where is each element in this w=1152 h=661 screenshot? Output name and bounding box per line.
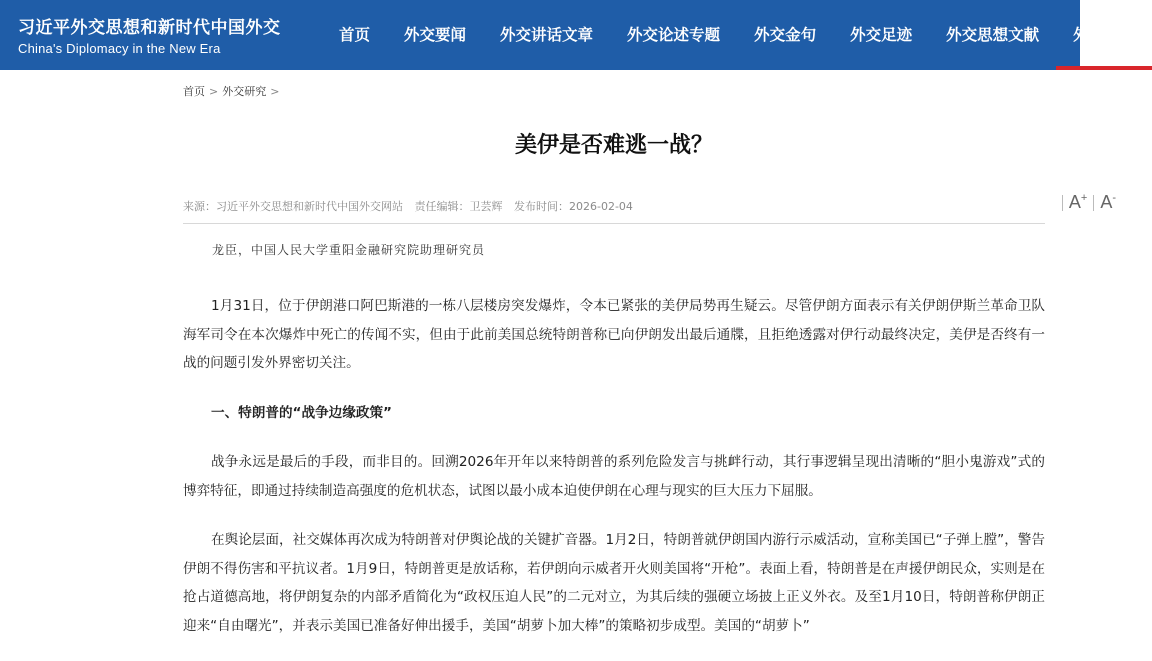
article-editor: 责任编辑：卫芸辉	[414, 200, 503, 213]
font-increase-button[interactable]: A+	[1068, 192, 1088, 212]
breadcrumb-section[interactable]: 外交研究	[222, 85, 267, 98]
site-logo-en: China's Diplomacy in the New Era	[18, 41, 221, 56]
nav-item-news[interactable]: 外交要闻	[404, 26, 467, 44]
article-paragraph: 在舆论层面，社交媒体再次成为特朗普对伊舆论战的关键扩音器。1月2日，特朗普就伊朗国内游行示威活动，宣称美国已“子弹上膛”，警告伊朗不得伤害和平抗议者。1月9日，特朗普更是放话称，若伊朗向示威者开火则美国将“开枪”。表面上看，特朗普是在声援伊朗民众，实则是在抢占道德高地，将伊朗复杂的内部矛盾简化为“政权压迫人民”的二元对立，为其后续的强硬立场披上正义外衣。及至1月10日，特朗普称伊朗正迎来“自由曙光”，并表示美国已准备好伸出援手，美国“胡萝卜加大棒”的策略初步成型。美国的“胡萝卜”	[183, 532, 1045, 634]
site-logo[interactable]	[18, 13, 328, 56]
breadcrumb-separator: >	[270, 85, 280, 98]
top-header	[0, 0, 1136, 70]
nav-item-speeches[interactable]: 外交讲话文章	[500, 26, 594, 44]
font-decrease-button[interactable]: A-	[1100, 192, 1116, 212]
nav-item-home[interactable]: 首页	[339, 26, 371, 44]
font-size-controls	[1056, 192, 1116, 213]
nav-item-documents[interactable]: 外交思想文献	[946, 26, 1040, 44]
article-source: 来源：习近平外交思想和新时代中国外交网站	[183, 200, 403, 213]
article-paragraph: 1月31日，位于伊朗港口阿巴斯港的一栋八层楼房突发爆炸，令本已紧张的美伊局势再生疑云。尽管伊朗方面表示有关伊朗伊斯兰革命卫队海军司令在本次爆炸中死亡的传闻不实，但由于此前美国总统特朗普称已向伊朗发出最后通牒，且拒绝透露对伊行动最终决定，美伊是否终有一战的问题引发外界密切关注。	[183, 298, 1045, 371]
nav-item-quotes[interactable]: 外交金句	[754, 26, 817, 44]
article-body	[183, 292, 1045, 661]
breadcrumb	[183, 83, 283, 99]
nav-item-research[interactable]: 外交研究	[1056, 0, 1152, 70]
article-author: 龙臣，中国人民大学重阳金融研究院助理研究员	[212, 243, 486, 257]
divider	[1062, 195, 1063, 211]
article-meta	[183, 198, 641, 214]
site-logo-cn: 习近平外交思想和新时代中国外交	[18, 18, 281, 38]
meta-divider	[183, 223, 1045, 224]
article-paragraph: 战争永远是最后的手段，而非目的。回溯2026年开年以来特朗普的系列危险发言与挑衅行动，其行事逻辑呈现出清晰的“胆小鬼游戏”式的博弈特征，即通过持续制造高强度的危机状态，试图以最小成本迫使伊朗在心理与现实的巨大压力下屈服。	[183, 454, 1045, 499]
article-date: 发布时间：2026-02-04	[514, 200, 633, 213]
divider	[1093, 195, 1094, 211]
main-nav	[322, 0, 1152, 70]
breadcrumb-home[interactable]: 首页	[183, 85, 205, 98]
nav-item-footprints[interactable]: 外交足迹	[850, 26, 913, 44]
breadcrumb-separator: >	[209, 85, 219, 98]
nav-item-topics[interactable]: 外交论述专题	[627, 26, 721, 44]
section-heading: 一、特朗普的“战争边缘政策”	[211, 404, 392, 421]
article-title: 美伊是否难逃一战？	[514, 133, 713, 158]
